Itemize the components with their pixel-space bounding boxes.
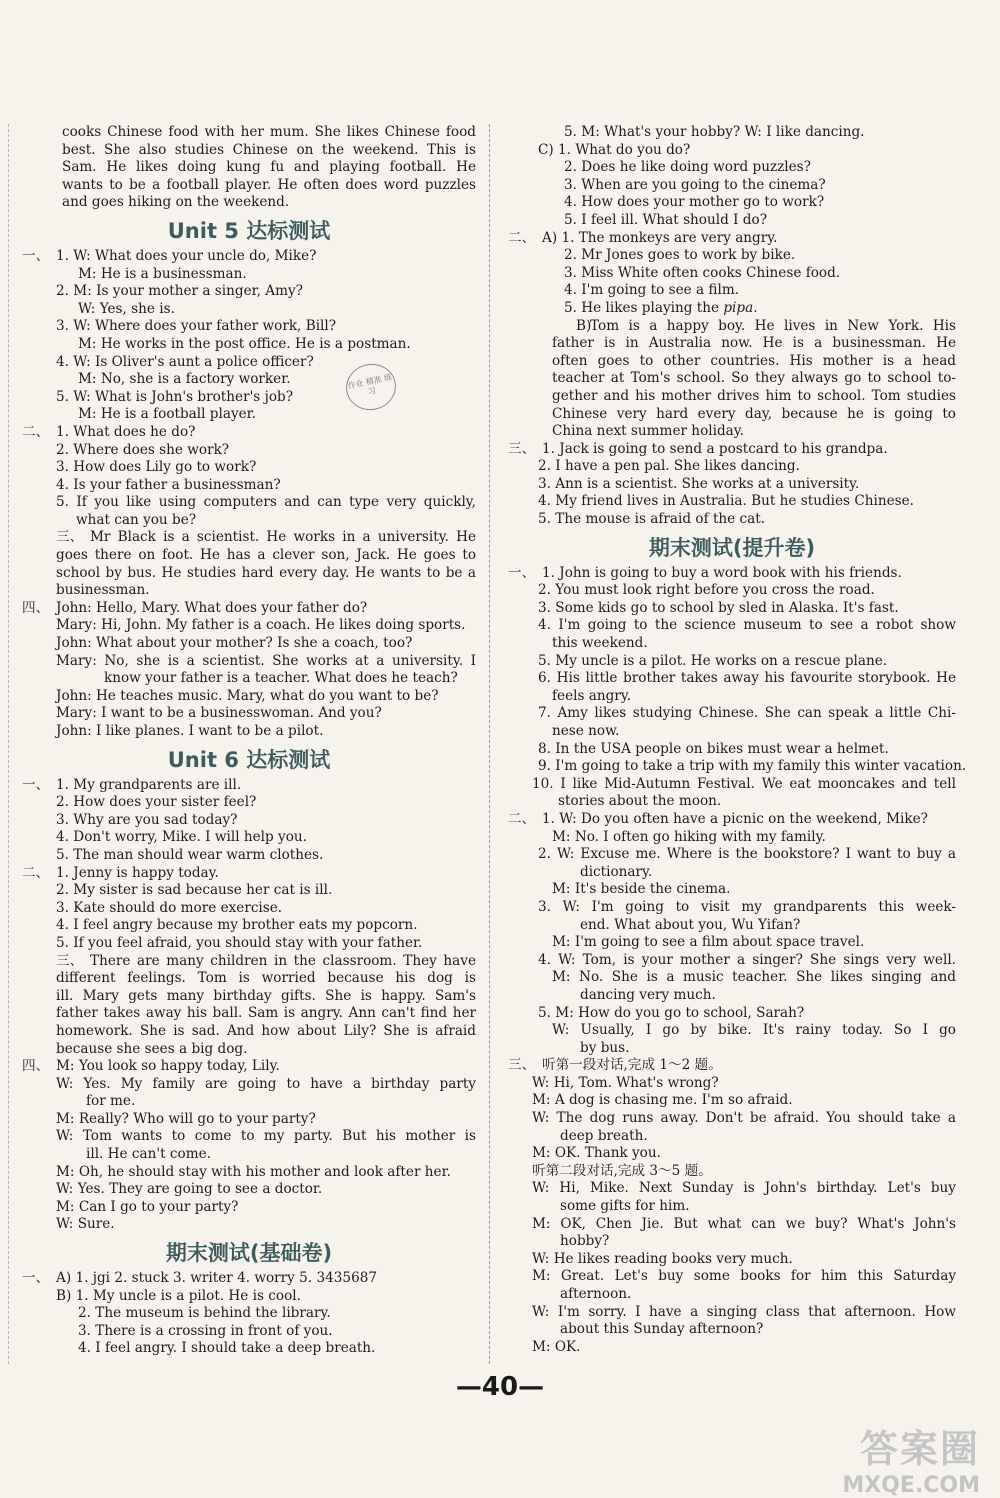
line-text: 1. My grandparents are ill.	[56, 776, 242, 793]
line-text: Mr Black is a scientist. He works in a university. He	[90, 529, 476, 546]
answer-line	[22, 547, 476, 565]
line-text: 1. W: What does your uncle do, Mike?	[56, 247, 317, 264]
line-text: afternoon.	[560, 1286, 632, 1302]
line-text: M: You look so happy today, Lily.	[56, 1058, 280, 1075]
line-text: 5. My uncle is a pilot. He works on a rescue plane.	[538, 652, 888, 669]
line-text: 7. Amy likes studying Chinese. She can speak a little Chi-	[538, 705, 956, 722]
line-text: Sam. He likes doing kung fu and playing football. He	[62, 159, 476, 176]
answer-line	[508, 511, 956, 529]
right-answer-column	[508, 124, 967, 1356]
line-text: W: Usually, I go by bike. It's rainy today. So I go	[552, 1022, 956, 1039]
answer-line	[508, 758, 967, 776]
line-text: end. What about you, Wu Yifan?	[580, 916, 801, 933]
answer-line	[22, 1111, 476, 1129]
line-text: Mary: Hi, John. My father is a coach. He likes doing sports.	[56, 617, 466, 634]
answer-line	[22, 935, 476, 953]
answer-line	[22, 794, 476, 812]
section-heading: Unit 5 达标测试	[167, 218, 331, 243]
line-text: father takes away his ball. Sam is angry. Ann can't find her	[56, 1005, 476, 1022]
line-text: 3. There is a crossing in front of you.	[78, 1322, 333, 1339]
line-text: B) 1. My uncle is a pilot. He is cool.	[56, 1287, 301, 1304]
line-text: Mary: I want to be a businesswoman. And you?	[56, 705, 382, 722]
answer-line	[22, 494, 476, 512]
line-text: 2. M: Is your mother a singer, Amy?	[56, 283, 303, 300]
line-text: 9. I'm going to take a trip with my family this winter vacation.	[538, 758, 967, 775]
line-text: 5. W: What is John's brother's job?	[56, 388, 293, 405]
answer-line	[508, 899, 956, 917]
line-text: 5. M: What's your hobby? W: I like dancing.	[564, 124, 865, 140]
watermark-logo	[842, 1418, 980, 1498]
line-text: 5. If you feel afraid, you should stay with your father.	[56, 934, 423, 951]
line-text: 5. The mouse is afraid of the cat.	[538, 511, 766, 528]
answer-line	[508, 582, 956, 600]
line-text: businessman.	[56, 582, 150, 599]
line-text: M: Oh, he should stay with his mother and look after her.	[56, 1163, 451, 1180]
line-text: 2. Does he like doing word puzzles?	[564, 159, 811, 176]
line-text: China next summer holiday.	[552, 423, 744, 440]
line-text: for me.	[86, 1093, 136, 1110]
line-text: W: The dog runs away. Don't be afraid. You should take a	[532, 1110, 956, 1127]
answer-line	[508, 300, 956, 318]
answer-line	[508, 600, 956, 618]
line-text: nese now.	[552, 723, 620, 739]
answer-line	[508, 617, 956, 635]
section-marker: 二、	[508, 810, 536, 827]
answer-line	[508, 159, 956, 177]
section-marker: 二、	[22, 864, 50, 881]
line-text: 4. I feel angry because my brother eats my popcorn.	[56, 917, 418, 934]
line-text: some gifts for him.	[560, 1198, 690, 1215]
italic-word: pipa	[723, 299, 754, 316]
answer-line	[22, 1323, 476, 1341]
answer-line	[22, 1270, 476, 1288]
line-text: homework. She is sad. And how about Lily? She is afraid	[56, 1022, 476, 1039]
line-text: dictionary.	[580, 863, 653, 880]
line-text: M: Really? Who will go to your party?	[56, 1110, 316, 1127]
line-text: 5. If you like using computers and can type very quickly,	[56, 494, 476, 511]
answer-line	[22, 301, 476, 319]
line-text: about this Sunday afternoon?	[560, 1321, 764, 1338]
answer-line	[22, 1093, 476, 1111]
line-text: 4. I'm going to see a film.	[564, 282, 740, 299]
answer-line	[22, 389, 476, 407]
line-text: 2. My sister is sad because her cat is ill.	[56, 882, 333, 899]
line-text: A) 1. jgi 2. stuck 3. writer 4. worry 5. 3435687	[56, 1270, 378, 1287]
line-text: hobby?	[560, 1233, 610, 1250]
line-text: 2. You must look right before you cross the road.	[538, 582, 875, 599]
answer-line	[22, 882, 476, 900]
answer-line	[508, 194, 956, 212]
line-text: 4. W: Is Oliver's aunt a police officer?	[56, 353, 314, 370]
line-text: M: No, she is a factory worker.	[78, 371, 291, 388]
answer-line	[22, 1288, 476, 1306]
line-text: wants to be a football player. He often does word puzzles	[62, 176, 476, 193]
answer-line	[22, 1146, 476, 1164]
answer-line	[508, 1040, 956, 1058]
line-text: dancing very much.	[580, 986, 716, 1003]
answer-line	[508, 493, 956, 511]
line-text: John: Hello, Mary. What does your father do?	[56, 599, 368, 616]
line-text: A) 1. The monkeys are very angry.	[542, 229, 778, 246]
answer-line	[22, 283, 476, 301]
line-text: school by bus. He studies hard every day. He wants to be a	[56, 564, 476, 581]
line-text: 听第一段对话,完成 1～2 题。	[542, 1057, 722, 1074]
answer-line	[508, 212, 956, 230]
section-marker: 二、	[22, 423, 50, 440]
section-marker: 三、	[508, 440, 536, 457]
line-text: John: He teaches music. Mary, what do you want to be?	[56, 687, 439, 704]
section-marker: 三、	[56, 529, 84, 546]
answer-line	[508, 1075, 956, 1093]
answer-line	[508, 318, 956, 336]
line-text: 1. Jack is going to send a postcard to his grandpa.	[542, 440, 888, 457]
answer-line	[508, 565, 956, 583]
line-text: There are many children in the classroom. They have	[90, 952, 476, 969]
line-text: W: Yes, she is.	[78, 300, 175, 317]
answer-line	[508, 635, 956, 653]
answer-line	[508, 1321, 956, 1339]
line-text: 5. He likes playing the	[564, 299, 724, 316]
line-text: W: He likes reading books very much.	[532, 1250, 793, 1267]
section-marker: 二、	[508, 229, 536, 246]
line-text: 10. I like Mid-Autumn Festival. We eat mooncakes and tell	[532, 775, 956, 792]
answer-line	[508, 846, 956, 864]
answer-line	[508, 1145, 956, 1163]
line-text: 2. Where does she work?	[56, 441, 230, 458]
answer-line	[22, 1005, 476, 1023]
line-text: what can you be?	[76, 511, 197, 528]
line-text: M: It's beside the cinema.	[552, 881, 731, 898]
answer-line	[508, 653, 956, 671]
line-text: 3. Kate should do more exercise.	[56, 899, 283, 916]
line-text: 2. Mr Jones goes to work by bike.	[564, 247, 796, 264]
line-text: M: He works in the post office. He is a postman.	[78, 335, 411, 352]
answer-line	[508, 705, 956, 723]
answer-line	[508, 987, 956, 1005]
left-answer-column	[22, 124, 476, 1358]
line-text: 4. My friend lives in Australia. But he studies Chinese.	[538, 493, 914, 510]
line-text: M: OK.	[532, 1338, 581, 1355]
line-text: know your father is a teacher. What does he teach?	[104, 670, 458, 687]
section-marker: 一、	[22, 776, 50, 793]
line-text: 4. I feel angry. I should take a deep breath.	[78, 1340, 376, 1357]
answer-line	[22, 617, 476, 635]
answer-line	[508, 1251, 956, 1269]
answer-line	[508, 1198, 956, 1216]
answer-line	[508, 388, 956, 406]
line-text: M: Can I go to your party?	[56, 1198, 239, 1215]
answer-line	[22, 865, 476, 883]
answer-line	[508, 423, 956, 441]
line-text: 5. I feel ill. What should I do?	[564, 211, 767, 228]
line-text: M: OK. Thank you.	[532, 1145, 661, 1162]
section-marker: 四、	[22, 1058, 50, 1075]
answer-line	[508, 1005, 956, 1023]
answer-line	[22, 900, 476, 918]
line-text: M: No. She is a music teacher. She likes singing and	[552, 969, 956, 986]
line-text: ill. He can't come.	[86, 1146, 211, 1163]
answer-line	[508, 881, 956, 899]
line-text: 2. W: Excuse me. Where is the bookstore? I want to buy a	[538, 846, 956, 863]
line-text: W: Yes. They are going to see a doctor.	[56, 1181, 323, 1198]
line-text: 4. Don't worry, Mike. I will help you.	[56, 829, 307, 846]
section-heading: Unit 6 达标测试	[167, 747, 331, 772]
answer-line	[508, 670, 956, 688]
line-text: 3. Why are you sad today?	[56, 811, 238, 828]
answer-line	[508, 1268, 956, 1286]
answer-line	[508, 1180, 956, 1198]
line-text: 5. The man should wear warm clothes.	[56, 846, 324, 863]
section-marker: 一、	[22, 247, 50, 264]
part-marker: B)	[576, 317, 592, 334]
line-text: W: Hi, Tom. What's wrong?	[532, 1074, 719, 1091]
line-text: M: OK, Chen Jie. But what can we buy? What's John's	[532, 1215, 956, 1232]
answer-line	[22, 953, 476, 971]
answer-line	[22, 1023, 476, 1041]
line-text: stories about the moon.	[558, 793, 722, 810]
section-marker: 三、	[56, 952, 84, 969]
answer-line	[508, 1057, 956, 1075]
answer-line	[508, 1339, 956, 1357]
line-text: 3. How does Lily go to work?	[56, 459, 257, 476]
line-text: this weekend.	[552, 635, 648, 652]
answer-line	[508, 1286, 956, 1304]
answer-line	[22, 354, 476, 372]
stamp-text: 作业 精准 练习	[346, 372, 393, 397]
answer-line	[22, 847, 476, 865]
line-text: 4. W: Tom, is your mother a singer? She sings very well.	[538, 951, 956, 968]
answer-line	[22, 406, 476, 424]
line-text: John: I like planes. I want to be a pilot.	[56, 723, 324, 739]
answer-line	[508, 265, 956, 283]
answer-line	[508, 829, 956, 847]
answer-line	[508, 1216, 956, 1234]
answer-line	[22, 142, 476, 160]
answer-line	[508, 793, 956, 811]
line-text: 5. M: How do you go to school, Sarah?	[538, 1004, 805, 1021]
answer-line	[22, 336, 476, 354]
line-text: 2. How does your sister feel?	[56, 794, 257, 811]
answer-line	[22, 970, 476, 988]
answer-line	[22, 1164, 476, 1182]
answer-line	[22, 582, 476, 600]
line-text: M: He is a businessman.	[78, 265, 247, 282]
answer-line	[508, 476, 956, 494]
line-text: Tom is a happy boy. He lives in New York. His	[590, 317, 956, 334]
line-text: M: Great. Let's buy some books for him this Saturday	[532, 1268, 956, 1285]
line-text: M: No. I often go hiking with my family.	[552, 828, 826, 845]
answer-line	[22, 194, 476, 212]
answer-line	[22, 653, 476, 671]
line-text-end: .	[753, 299, 758, 316]
line-text: W: Sure.	[56, 1216, 115, 1233]
line-text: 4. How does your mother go to work?	[564, 194, 825, 211]
section-marker: 三、	[508, 1057, 536, 1074]
answer-line	[22, 1305, 476, 1323]
answer-line	[508, 370, 956, 388]
answer-line	[508, 864, 956, 882]
answer-line	[508, 282, 956, 300]
line-text: because she sees a big dog.	[56, 1040, 248, 1057]
column-divider	[489, 124, 490, 1364]
line-text: feels angry.	[552, 687, 632, 704]
answer-line	[22, 512, 476, 530]
answer-line	[22, 670, 476, 688]
line-text: 1. John is going to buy a word book with his friends.	[542, 564, 902, 581]
answer-line	[22, 635, 476, 653]
line-text: goes there on foot. He has a clever son, Jack. He goes to	[56, 547, 476, 564]
answer-line	[508, 247, 956, 265]
watermark-site: MXQE.COM	[842, 1473, 980, 1498]
line-text: 1. Jenny is happy today.	[56, 864, 219, 881]
line-text: W: Hi, Mike. Next Sunday is John's birthday. Let's buy	[532, 1180, 956, 1197]
line-text: father is in Australia now. He is a businessman. He	[552, 335, 956, 352]
answer-line	[22, 318, 476, 336]
answer-line	[22, 1076, 476, 1094]
line-text: by bus.	[580, 1039, 630, 1056]
answer-line	[508, 177, 956, 195]
line-text: ill. Mary gets many birthday gifts. She is happy. Sam's	[56, 987, 476, 1004]
answer-line	[508, 1128, 956, 1146]
answer-line	[22, 829, 476, 847]
answer-line	[22, 723, 476, 741]
answer-line	[22, 777, 476, 795]
page-edge-line	[8, 124, 9, 1364]
answer-line	[508, 353, 956, 371]
line-text: 4. Is your father a businessman?	[56, 476, 281, 493]
answer-line	[22, 442, 476, 460]
answer-line	[508, 1092, 956, 1110]
answer-line	[22, 565, 476, 583]
line-text: 2. The museum is behind the library.	[78, 1305, 331, 1322]
answer-line	[22, 459, 476, 477]
answer-line	[508, 441, 956, 459]
answer-line	[508, 406, 956, 424]
answer-line	[508, 458, 956, 476]
line-text: 3. Miss White often cooks Chinese food.	[564, 264, 841, 281]
answer-line	[508, 811, 956, 829]
answer-line	[508, 1022, 956, 1040]
answer-line	[22, 371, 476, 389]
answer-line	[22, 1199, 476, 1217]
answer-line	[508, 142, 956, 160]
line-text: 4. I'm going to the science museum to see a robot show	[538, 617, 956, 634]
answer-line	[22, 1340, 476, 1358]
line-text: 8. In the USA people on bikes must wear a helmet.	[538, 740, 889, 757]
answer-line	[22, 1216, 476, 1234]
line-text: 3. W: I'm going to visit my grandparents this week-	[538, 898, 956, 915]
line-text: teacher at Tom's school. So they always go to school to-	[552, 370, 956, 387]
line-text: 1. What does he do?	[56, 423, 196, 440]
section-marker: 四、	[22, 599, 50, 616]
answer-line	[508, 1110, 956, 1128]
answer-line	[22, 177, 476, 195]
page-number: —40—	[455, 1372, 545, 1402]
line-text: M: He is a football player.	[78, 406, 256, 423]
answer-line	[22, 812, 476, 830]
line-text: W: Tom wants to come to my party. But his mother is	[56, 1128, 476, 1145]
answer-line	[508, 335, 956, 353]
answer-line	[508, 934, 956, 952]
line-text: 3. Some kids go to school by sled in Alaska. It's fast.	[538, 599, 899, 616]
line-text: different feelings. Tom is worried because his dog is	[56, 970, 476, 987]
line-text: 3. When are you going to the cinema?	[564, 176, 826, 193]
line-text: 3. Ann is a scientist. She works at a university.	[538, 475, 860, 492]
line-text: 1. W: Do you often have a picnic on the weekend, Mike?	[542, 810, 928, 827]
line-text: W: Yes. My family are going to have a birthday party	[56, 1075, 476, 1092]
section-marker: 一、	[508, 564, 536, 581]
line-text: 听第二段对话,完成 3～5 题。	[532, 1162, 712, 1179]
answer-line	[22, 988, 476, 1006]
answer-line	[508, 917, 956, 935]
line-text: John: What about your mother? Is she a coach, too?	[56, 635, 413, 652]
answer-line	[508, 952, 956, 970]
answer-line	[22, 1128, 476, 1146]
answer-line	[22, 705, 476, 723]
line-text: Mary: No, she is a scientist. She works at a university. I	[56, 652, 476, 669]
answer-line	[22, 248, 476, 266]
answer-line	[508, 1163, 956, 1181]
answer-line	[508, 230, 956, 248]
line-text: gether and his mother drives him to school. Tom studies	[552, 387, 956, 404]
line-text: cooks Chinese food with her mum. She likes Chinese food	[62, 124, 476, 140]
line-text: C) 1. What do you do?	[538, 141, 691, 158]
line-text: deep breath.	[560, 1127, 648, 1144]
line-text: 3. W: Where does your father work, Bill?	[56, 318, 337, 335]
answer-line	[22, 688, 476, 706]
answer-line	[508, 124, 956, 142]
answer-line	[22, 477, 476, 495]
answer-line	[22, 1181, 476, 1199]
line-text: and goes hiking on the weekend.	[62, 194, 290, 211]
section-heading: 期末测试(基础卷)	[165, 1241, 333, 1266]
section-marker: 一、	[22, 1270, 50, 1287]
section-heading: 期末测试(提升卷)	[648, 535, 816, 560]
line-text: often goes to other countries. His mother is a head	[552, 352, 956, 369]
answer-line	[22, 159, 476, 177]
answer-line	[22, 1058, 476, 1076]
answer-line	[508, 688, 956, 706]
answer-line	[508, 969, 956, 987]
line-text: M: I'm going to see a film about space travel.	[552, 934, 865, 951]
line-text: Chinese very hard every day, because he is going to	[552, 405, 956, 422]
line-text: W: I'm sorry. I have a singing class that afternoon. How	[532, 1303, 956, 1320]
answer-line	[508, 1233, 956, 1251]
answer-line	[508, 776, 956, 794]
line-text: best. She also studies Chinese on the weekend. This is	[62, 141, 476, 158]
answer-line	[22, 266, 476, 284]
answer-line	[22, 529, 476, 547]
line-text: 6. His little brother takes away his favourite storybook. He	[538, 670, 956, 687]
watermark-main: 答案圈	[859, 1427, 980, 1471]
line-text: 2. I have a pen pal. She likes dancing.	[538, 458, 800, 475]
answer-line	[22, 124, 476, 142]
answer-line	[22, 424, 476, 442]
line-text: M: A dog is chasing me. I'm so afraid.	[532, 1092, 793, 1109]
answer-line	[22, 600, 476, 618]
answer-line	[508, 741, 956, 759]
answer-line	[22, 1041, 476, 1059]
answer-line	[22, 917, 476, 935]
answer-line	[508, 1304, 956, 1322]
answer-line	[508, 723, 956, 741]
